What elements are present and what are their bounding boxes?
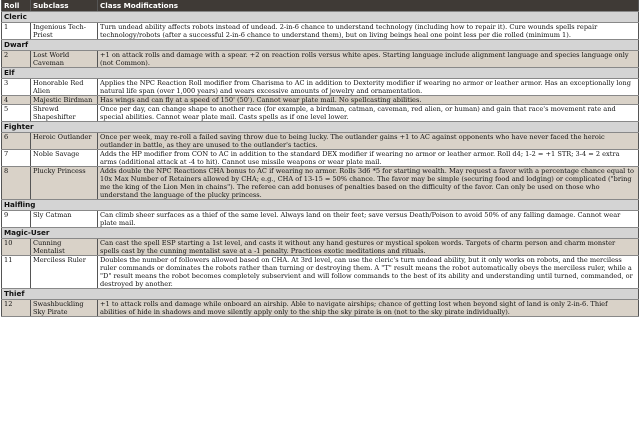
table-row bbox=[2, 300, 639, 317]
roll-cell: 6 bbox=[2, 133, 31, 150]
class-modifications-cell: Doubles the number of followers allowed based on CHA. At 3rd level, can use the cleric's turn undead ability, but it only works on robots, and the merciless ruler commands or dominates the robots rather than turning or destroying them. A "T" result means the robot automatically obeys the merciless ruler, while a "D" result means the robot becomes completely subservient and will follow commands to the best of its ability and understanding until turned, commanded, or destroyed by another. bbox=[98, 256, 639, 289]
section-title: Dwarf bbox=[2, 40, 639, 51]
table-row bbox=[2, 167, 639, 200]
section-title: Cleric bbox=[2, 12, 639, 23]
subclass-cell: Shrewd Shapeshifter bbox=[31, 105, 98, 122]
roll-cell: 9 bbox=[2, 211, 31, 228]
section-title: Thief bbox=[2, 289, 639, 300]
subclass-cell: Majestic Birdman bbox=[31, 96, 98, 105]
class-modifications-cell: Can cast the spell ESP starting a 1st level, and casts it without any hand gestures or mystical spoken words. Targets of charm person and charm monster spells cast by the cunning mentalist save at a -1 penalty. Practices exotic meditations and rituals. bbox=[98, 239, 639, 256]
class-modifications-cell: Once per day, can change shape to another race (for example, a birdman, catman, caveman, red alien, or human) and gain that race's movement rate and special abilities. Cannot wear plate mail. Casts spells as if one level lower. bbox=[98, 105, 639, 122]
table-header-row bbox=[2, 0, 639, 12]
roll-cell: 8 bbox=[2, 167, 31, 200]
subclass-cell: Lost World Caveman bbox=[31, 51, 98, 68]
class-modifications-cell: Adds double the NPC Reactions CHA bonus to AC if wearing no armor. Rolls 3d6 *5 for starting wealth. May request a favor with a percentage chance equal to 10x Max Number of Retainers allowed by CHA; e.g., CHA of 13-15 = 50% chance. The favor may be simple (securing food and lodging) or complicated ("bring me the king of the Lion Men in chains"). The referee can add bonuses of penalties based on the difficulty of the favor. Can only be used on those who understand the language of the plucky princess. bbox=[98, 167, 639, 200]
subclass-cell: Heroic Outlander bbox=[31, 133, 98, 150]
table-row bbox=[2, 150, 639, 167]
class-modifications-cell: Turn undead ability affects robots instead of undead. 2-in-6 chance to understand technology (including how to repair it). Cure wounds spells repair technology/robots (after a successful 2-in-6 chance to understand them), but on living beings heal one point less per die rolled (minimum 1). bbox=[98, 23, 639, 40]
table-row bbox=[2, 256, 639, 289]
header-roll: Roll bbox=[2, 0, 31, 12]
section-title: Elf bbox=[2, 68, 639, 79]
table-row bbox=[2, 51, 639, 68]
class-modifications-cell: Can climb sheer surfaces as a thief of the same level. Always land on their feet; save versus Death/Poison to avoid 50% of any falling damage. Cannot wear plate mail. bbox=[98, 211, 639, 228]
class-modifications-cell: +1 on attack rolls and damage with a spear. +2 on reaction rolls versus white apes. Starting language include alignment language and species language only (not Common). bbox=[98, 51, 639, 68]
subclass-cell: Cunning Mentalist bbox=[31, 239, 98, 256]
class-modifications-cell: Has wings and can fly at a speed of 150' (50'). Cannot wear plate mail. No spellcasting abilities. bbox=[98, 96, 639, 105]
subclass-cell: Sly Catman bbox=[31, 211, 98, 228]
subclass-cell: Swashbuckling Sky Pirate bbox=[31, 300, 98, 317]
section-row-halfling bbox=[2, 200, 639, 211]
roll-cell: 1 bbox=[2, 23, 31, 40]
section-row-cleric bbox=[2, 12, 639, 23]
class-modifications-cell: Applies the NPC Reaction Roll modifier from Charisma to AC in addition to Dexterity modifier if wearing no armor or leather armor. Has an exceptionally long natural life span (over 1,000 years) and wears excessive amounts of jewelry and ornamentation. bbox=[98, 79, 639, 96]
table-row bbox=[2, 105, 639, 122]
header-subclass: Subclass bbox=[31, 0, 98, 12]
section-row-elf bbox=[2, 68, 639, 79]
section-row-fighter bbox=[2, 122, 639, 133]
section-row-thief bbox=[2, 289, 639, 300]
section-title: Magic-User bbox=[2, 228, 639, 239]
subclass-cell: Ingenious Tech-Priest bbox=[31, 23, 98, 40]
section-title: Fighter bbox=[2, 122, 639, 133]
table-row bbox=[2, 133, 639, 150]
roll-cell: 10 bbox=[2, 239, 31, 256]
subclass-cell: Merciless Ruler bbox=[31, 256, 98, 289]
roll-cell: 11 bbox=[2, 256, 31, 289]
table-row bbox=[2, 211, 639, 228]
roll-cell: 7 bbox=[2, 150, 31, 167]
roll-cell: 3 bbox=[2, 79, 31, 96]
subclass-cell: Plucky Princess bbox=[31, 167, 98, 200]
subclass-cell: Honorable Red Alien bbox=[31, 79, 98, 96]
class-modifications-cell: Adds the HP modifier from CON to AC in addition to the standard DEX modifier if wearing no armor or leather armor. Roll d4; 1-2 = +1 STR; 3-4 = 2 extra arms (additional attack at -4 to hit). Cannot use missile weapons or wear plate mail. bbox=[98, 150, 639, 167]
class-modifications-cell: +1 to attack rolls and damage while onboard an airship. Able to navigate airships; chance of getting lost when beyond sight of land is only 2-in-6. Thief abilities of hide in shadows and move silently apply only to the ship the sky pirate is on (not to the sky pirate individually). bbox=[98, 300, 639, 317]
roll-cell: 5 bbox=[2, 105, 31, 122]
table-row bbox=[2, 239, 639, 256]
table-row bbox=[2, 23, 639, 40]
table-row bbox=[2, 96, 639, 105]
class-modifications-cell: Once per week, may re-roll a failed saving throw due to being lucky. The outlander gains +1 to AC against opponents who have never faced the heroic outlander in battle, as they are unused to the outlander's tactics. bbox=[98, 133, 639, 150]
roll-cell: 4 bbox=[2, 96, 31, 105]
section-title: Halfling bbox=[2, 200, 639, 211]
subclass-cell: Noble Savage bbox=[31, 150, 98, 167]
header-class-modifications: Class Modifications bbox=[98, 0, 639, 12]
roll-cell: 12 bbox=[2, 300, 31, 317]
table-row bbox=[2, 79, 639, 96]
subclass-table bbox=[1, 0, 639, 317]
section-row-dwarf bbox=[2, 40, 639, 51]
section-row-magic-user bbox=[2, 228, 639, 239]
roll-cell: 2 bbox=[2, 51, 31, 68]
